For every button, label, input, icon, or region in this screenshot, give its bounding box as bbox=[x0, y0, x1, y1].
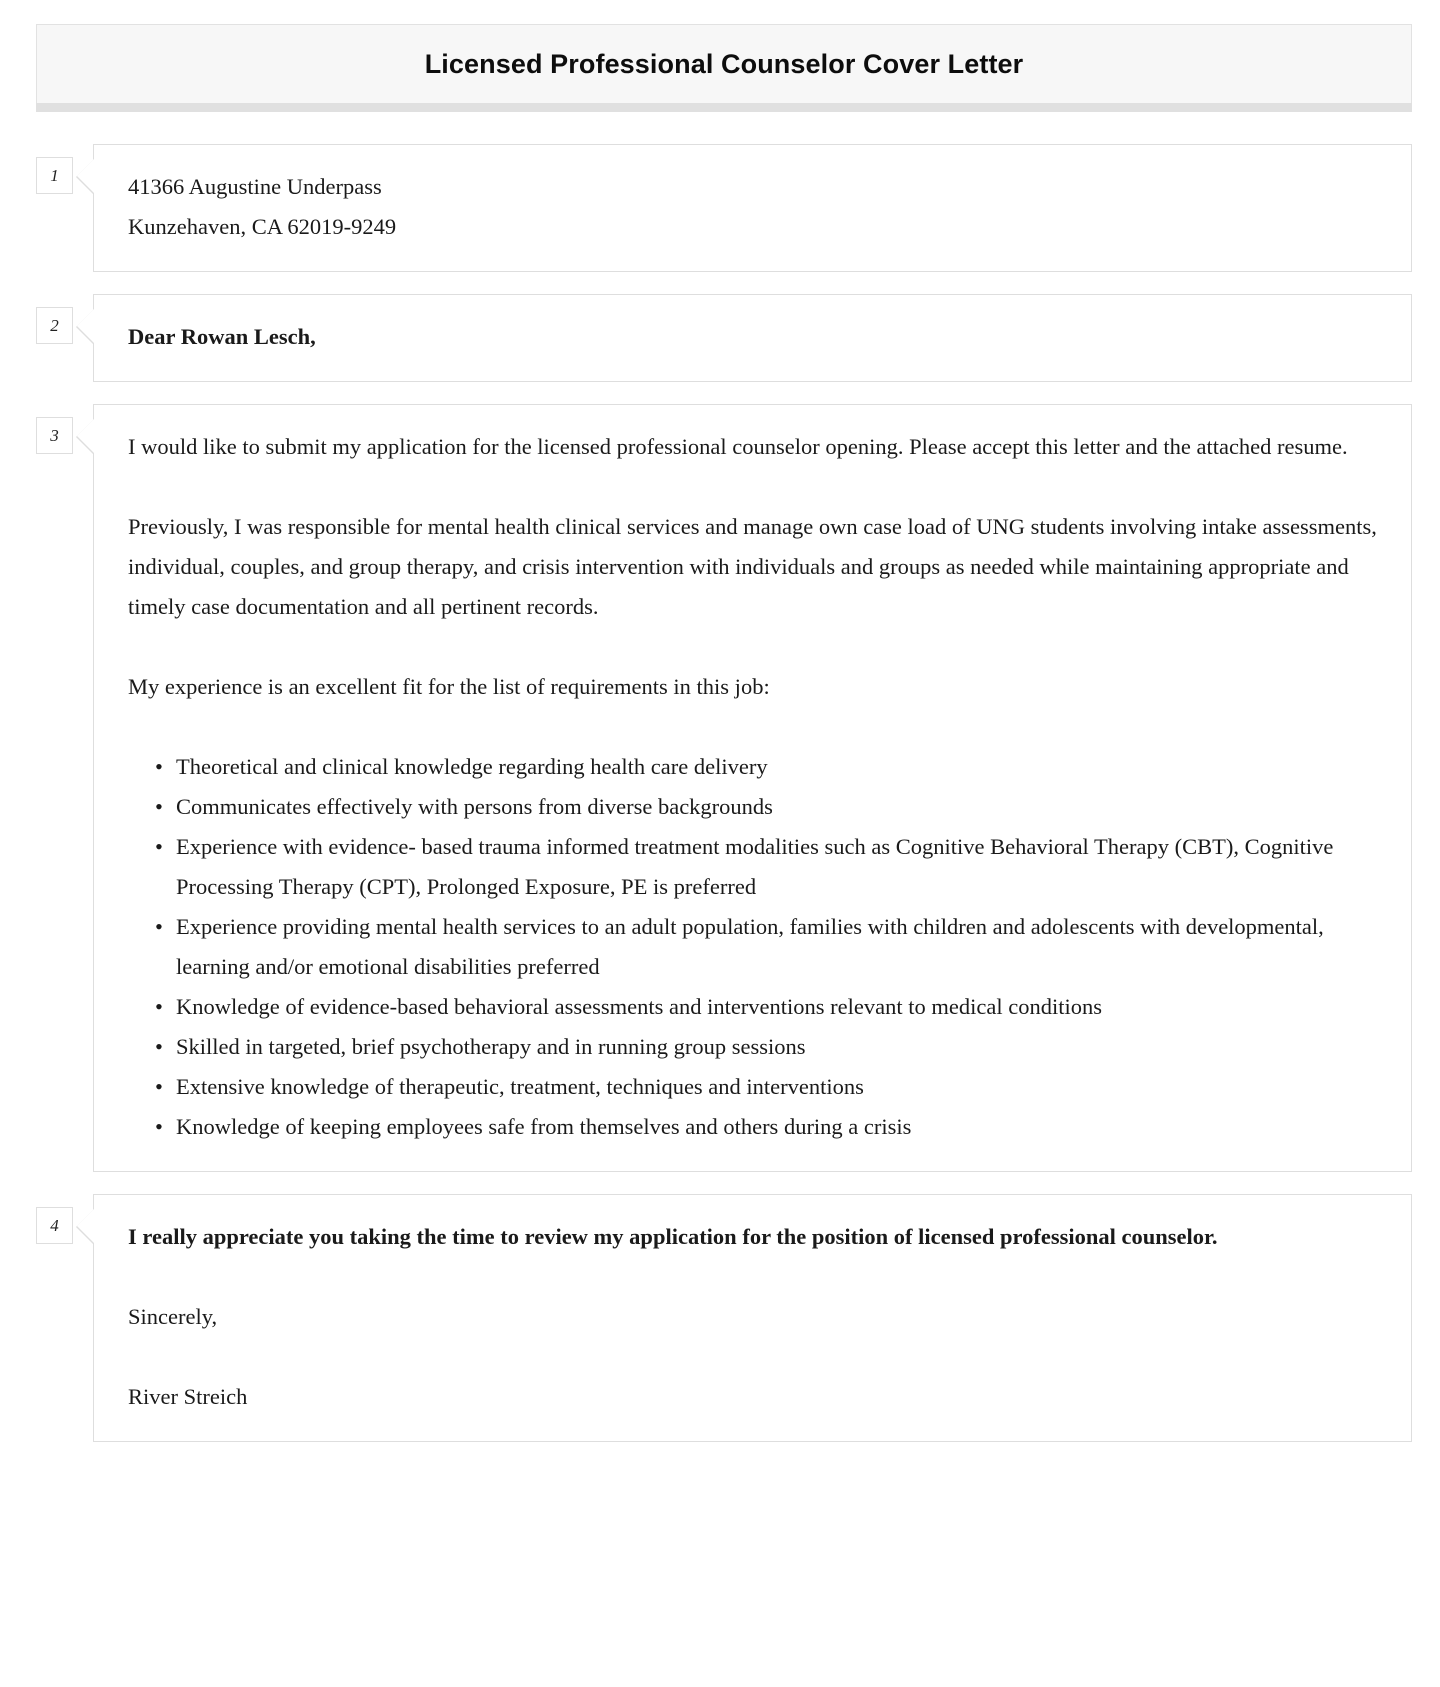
list-item-label: Knowledge of keeping employees safe from themselves and others during a crisis bbox=[176, 1114, 912, 1139]
list-item-label: Knowledge of evidence-based behavioral assessments and interventions relevant to medical conditions bbox=[176, 994, 1102, 1019]
sender-address-callout bbox=[93, 144, 1412, 272]
list-item bbox=[128, 1027, 1377, 1067]
section-number-badge-4: 4 bbox=[36, 1207, 73, 1244]
address-line-2: Kunzehaven, CA 62019-9249 bbox=[128, 214, 397, 239]
list-item-label: Experience with evidence- based trauma informed treatment modalities such as Cognitive Behavioral Therapy (CBT), Cognitive Processing Therapy (CPT), Prolonged Exposure, PE is preferred bbox=[176, 834, 1334, 899]
sender-name-text: River Streich bbox=[128, 1384, 248, 1409]
section-closing bbox=[36, 1194, 1412, 1442]
page-title: Licensed Professional Counselor Cover Letter bbox=[424, 48, 1024, 79]
list-item bbox=[128, 1107, 1377, 1147]
body-paragraph-3: My experience is an excellent fit for the list of requirements in this job: bbox=[128, 674, 770, 699]
callout-notch-inner-icon bbox=[77, 159, 94, 193]
sign-off-text: Sincerely, bbox=[128, 1304, 218, 1329]
body-callout bbox=[93, 404, 1412, 1172]
list-item bbox=[128, 827, 1377, 907]
bullet-icon: • bbox=[155, 914, 163, 939]
body-paragraph-2: Previously, I was responsible for mental health clinical services and manage own case load of UNG students involving intake assessments, individual, couples, and group therapy, and crisis intervention with individuals and groups as needed while maintaining appropriate and timely case documentation and all pertinent records. bbox=[128, 514, 1377, 619]
list-item bbox=[128, 1067, 1377, 1107]
bullet-icon: • bbox=[155, 1114, 163, 1139]
address-line-1: 41366 Augustine Underpass bbox=[128, 174, 382, 199]
callout-notch-inner-icon bbox=[77, 419, 94, 453]
document-header-bar bbox=[36, 24, 1412, 103]
list-item-label: Skilled in targeted, brief psychotherapy and in running group sessions bbox=[176, 1034, 806, 1059]
bullet-icon: • bbox=[155, 1034, 163, 1059]
document-header bbox=[36, 24, 1412, 112]
list-item bbox=[128, 987, 1377, 1027]
list-item-label: Theoretical and clinical knowledge regarding health care delivery bbox=[176, 754, 768, 779]
bullet-icon: • bbox=[155, 994, 163, 1019]
requirements-list bbox=[128, 747, 1377, 1147]
appreciation-text: I really appreciate you taking the time to review my application for the position of licensed professional counselor. bbox=[128, 1224, 1218, 1249]
section-number-badge-2: 2 bbox=[36, 307, 73, 344]
header-divider bbox=[36, 103, 1412, 112]
list-item-label: Communicates effectively with persons from diverse backgrounds bbox=[176, 794, 773, 819]
bullet-icon: • bbox=[155, 1074, 163, 1099]
section-number-badge-3: 3 bbox=[36, 417, 73, 454]
list-item bbox=[128, 787, 1377, 827]
section-salutation bbox=[36, 294, 1412, 382]
salutation-callout bbox=[93, 294, 1412, 382]
section-sender-address bbox=[36, 144, 1412, 272]
list-item bbox=[128, 747, 1377, 787]
list-item-label: Experience providing mental health services to an adult population, families with children and adolescents with developmental, learning and/or emotional disabilities preferred bbox=[176, 914, 1324, 979]
salutation-text: Dear Rowan Lesch, bbox=[128, 324, 316, 349]
bullet-icon: • bbox=[155, 754, 163, 779]
bullet-icon: • bbox=[155, 794, 163, 819]
list-item-label: Extensive knowledge of therapeutic, treatment, techniques and interventions bbox=[176, 1074, 864, 1099]
sections-container bbox=[36, 112, 1412, 1442]
section-number-badge-1: 1 bbox=[36, 157, 73, 194]
closing-callout bbox=[93, 1194, 1412, 1442]
list-item bbox=[128, 907, 1377, 987]
body-paragraph-1: I would like to submit my application for the licensed professional counselor opening. Please accept this letter and the attached resume. bbox=[128, 434, 1348, 459]
callout-notch-inner-icon bbox=[77, 1209, 94, 1243]
bullet-icon: • bbox=[155, 834, 163, 859]
callout-notch-inner-icon bbox=[77, 309, 94, 343]
section-body bbox=[36, 404, 1412, 1172]
cover-letter-page bbox=[0, 24, 1440, 1442]
